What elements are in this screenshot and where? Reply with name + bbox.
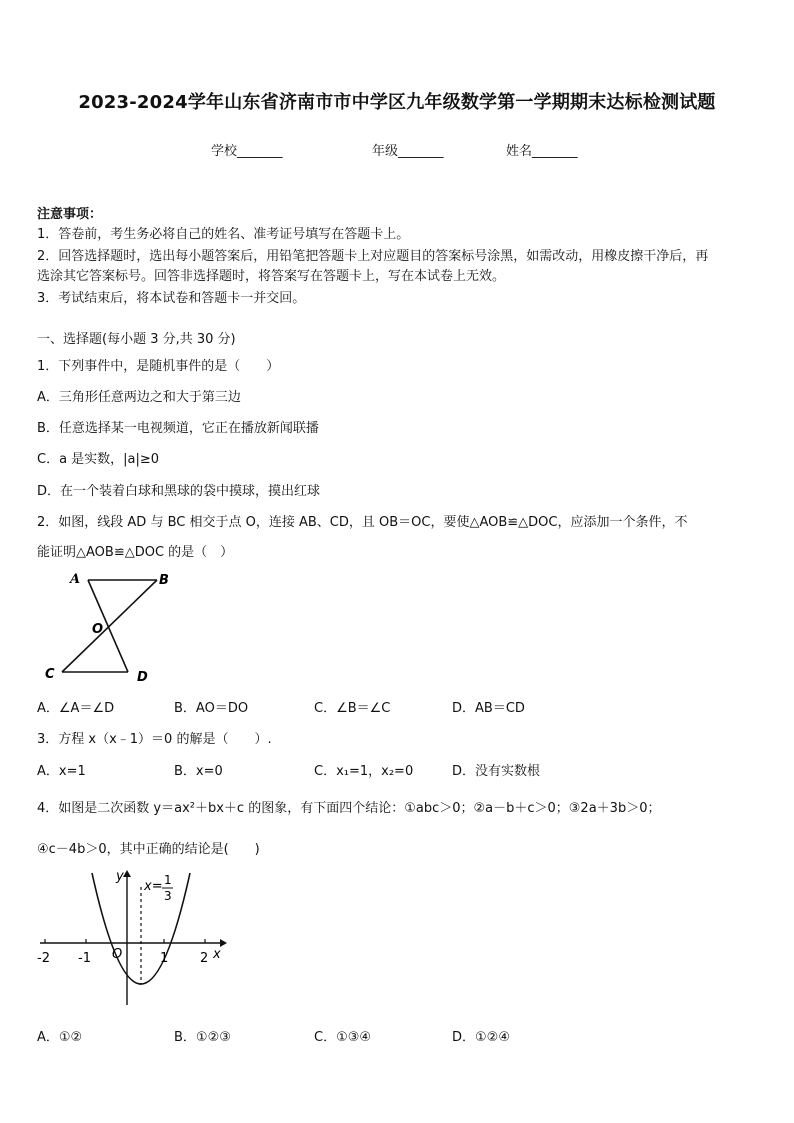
q2-figure [30, 565, 200, 690]
tick-label-2: 2 [200, 951, 209, 966]
q4-stem-line2: ④c－4b＞0，其中正确的结论是( ) [37, 842, 260, 857]
q2-option-d: D．AB＝CD [452, 701, 525, 716]
q2-option-b: B．AO＝DO [174, 701, 249, 716]
q4-option-d: D．①②④ [452, 1030, 510, 1045]
q2-option-a: A．∠A＝∠D [37, 701, 115, 716]
name-field: 姓名_______ [506, 144, 578, 159]
q1-option-a: A．三角形任意两边之和大于第三边 [37, 390, 241, 405]
grade-field: 年级_______ [372, 144, 444, 159]
exam-title: 2023-2024学年山东省济南市市中学区九年级数学第一学期期末达标检测试题 [78, 92, 716, 113]
tick-label-1: 1 [160, 951, 169, 966]
q3-option-a: A．x=1 [37, 764, 86, 779]
notice-item-1: 1．答卷前，考生务必将自己的姓名、准考证号填写在答题卡上。 [37, 227, 410, 242]
notice-heading: 注意事项： [37, 207, 103, 222]
label-a: A [70, 572, 81, 587]
q2-option-c: C．∠B＝∠C [314, 701, 391, 716]
symmetry-denominator: 3 [164, 889, 172, 903]
tick-label-neg1: -1 [78, 951, 91, 966]
x-axis-label: x [213, 947, 221, 962]
notice-item-2-cont: 选涂其它答案标号。回答非选择题时，将答案写在答题卡上，写在本试卷上无效。 [37, 269, 506, 284]
segment-bc [62, 580, 157, 672]
y-axis-arrow-icon [123, 870, 131, 877]
school-field: 学校_______ [211, 144, 283, 159]
q3-option-c: C．x₁=1，x₂=0 [314, 764, 414, 779]
origin-label: O [112, 947, 123, 962]
label-b: B [159, 573, 169, 588]
q4-graph [30, 865, 230, 1010]
tick-label-neg2: -2 [37, 951, 50, 966]
symmetry-label: x= [144, 879, 163, 894]
q3-option-d: D．没有实数根 [452, 764, 541, 779]
q4-option-a: A．①② [37, 1030, 83, 1045]
q4-option-c: C．①③④ [314, 1030, 372, 1045]
q4-stem-line1: 4．如图是二次函数 y＝ax²＋bx＋c 的图象，有下面四个结论：①abc＞0；②a－b＋c＞0；③2a＋3b＞0； [37, 801, 661, 816]
y-axis-label: y [116, 869, 124, 884]
q3-stem: 3．方程 x（x﹣1）＝0 的解是（ ）. [37, 732, 272, 747]
notice-item-3: 3．考试结束后，将本试卷和答题卡一并交回。 [37, 291, 306, 306]
q1-option-d: D．在一个装着白球和黑球的袋中摸球，摸出红球 [37, 484, 321, 499]
q2-stem-line1: 2．如图，线段 AD 与 BC 相交于点 O，连接 AB、CD，且 OB＝OC，要使△AOB≌△DOC，应添加一个条件，不 [37, 515, 688, 530]
label-o: O [92, 622, 104, 637]
label-d: D [137, 670, 148, 685]
label-c: C [45, 667, 55, 682]
x-axis-arrow-icon [220, 939, 227, 947]
q1-option-b: B．任意选择某一电视频道，它正在播放新闻联播 [37, 421, 319, 436]
q1-stem: 1．下列事件中，是随机事件的是（ ） [37, 359, 280, 374]
section-heading: 一、选择题(每小题 3 分,共 30 分) [37, 332, 236, 347]
q4-option-b: B．①②③ [174, 1030, 231, 1045]
symmetry-numerator: 1 [164, 873, 172, 887]
q3-option-b: B．x=0 [174, 764, 223, 779]
notice-item-2: 2．回答选择题时，选出每小题答案后，用铅笔把答题卡上对应题目的答案标号涂黑，如需改动，用橡皮擦干净后，再 [37, 249, 709, 264]
q2-stem-line2: 能证明△AOB≌△DOC 的是（ ） [37, 545, 234, 560]
q1-option-c: C．a 是实数，|a|≥0 [37, 452, 160, 467]
